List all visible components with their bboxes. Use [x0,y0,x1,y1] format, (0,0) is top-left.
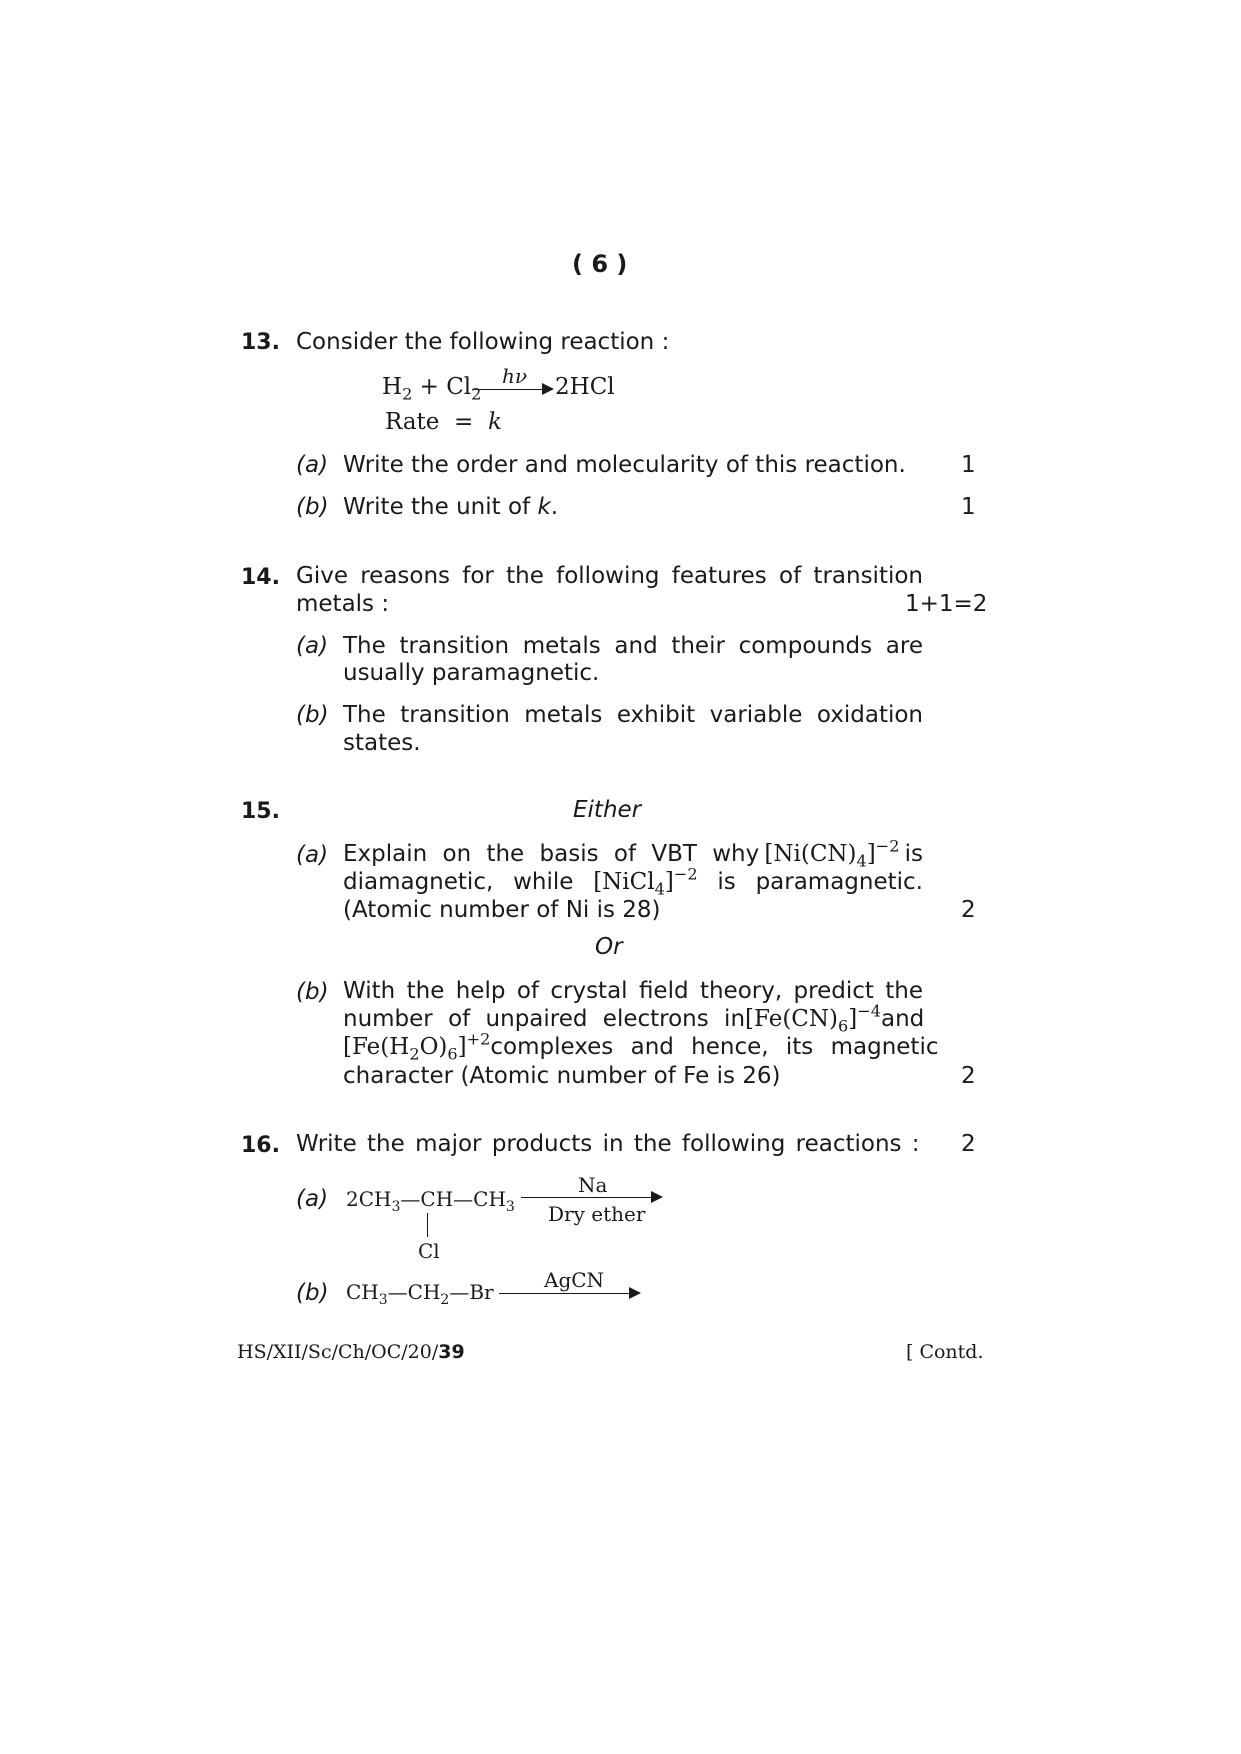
q16-a-chlorine: Cl [418,1239,440,1263]
q15-b-line4: character (Atomic number of Fe is 26) [343,1063,781,1089]
q15-a-line3: (Atomic number of Ni is 28) [343,897,661,923]
q14-b-line1: The transition metals exhibit variable oxidation [343,702,923,728]
reaction-condition: hν [502,364,528,388]
q16-b-reactant: $CH_3—CH_2—Br$ [346,1280,494,1308]
question-16-number: 16. [241,1133,280,1158]
q14-text-line1: Give reasons for the following features of transition [296,563,923,589]
q16-b-label: (b) [296,1280,329,1306]
q15-a-line2: diamagnetic, while [NiCl$_4$]$^{-2}$ is paramagnetic. [343,864,923,899]
reaction-product: 2HCl [555,374,615,400]
q16-b-arrow [499,1293,629,1294]
page-number: ( 6 ) [572,250,628,278]
q16-text: Write the major products in the following reactions : [296,1131,920,1157]
reaction-arrow-head [542,383,554,395]
rate-law: Rate = k [385,409,502,435]
question-15-number: 15. [241,799,280,824]
question-14-number: 14. [241,565,280,590]
q13-b-text: Write the unit of k. [343,494,559,520]
q13-a-label: (a) [296,452,329,478]
q15-b-marks: 2 [961,1063,976,1089]
reaction-arrow [474,389,544,390]
either-label: Either [573,797,642,823]
question-13-text: Consider the following reaction : [296,329,670,355]
q13-b-label: (b) [296,494,329,520]
q14-a-label: (a) [296,633,329,659]
q13-a-marks: 1 [961,452,976,478]
q16-b-arrow-head [629,1287,641,1299]
q16-marks: 2 [961,1131,976,1157]
q14-b-line2: states. [343,730,421,756]
q16-b-reagent: AgCN [544,1268,605,1292]
reaction-equation: $H_2 + Cl_2$ [382,374,482,404]
q14-a-line1: The transition metals and their compounds are [343,633,923,659]
q14-b-label: (b) [296,702,329,728]
or-label: Or [595,934,623,960]
q15-b-line3: $[Fe(H_2O)_6]^{+2}$ complexes and hence, its magnetic [343,1029,939,1064]
q15-b-label: (b) [296,979,329,1005]
question-13-number: 13. [241,330,280,355]
q15-a-marks: 2 [961,897,976,923]
q16-a-bond [427,1213,428,1237]
q15-b-line1: With the help of crystal field theory, predict the [343,978,923,1004]
q13-b-marks: 1 [961,494,976,520]
q16-a-reactant: $2CH_3—CH—CH_3$ [346,1187,515,1215]
q13-a-text: Write the order and molecularity of this reaction. [343,452,906,478]
q15-a-label: (a) [296,842,329,868]
q14-marks: 1+1=2 [905,591,988,617]
contd-label: [ Contd. [906,1341,984,1363]
paper-code: HS/XII/Sc/Ch/OC/20/39 [237,1341,465,1363]
q16-a-arrow-head [651,1191,663,1203]
q16-a-reagent-top: Na [578,1173,608,1197]
q14-a-line2: usually paramagnetic. [343,660,600,686]
q15-b-line2: number of unpaired electrons in $[Fe(CN)_6]^{-4}$ and [343,1001,925,1036]
q16-a-label: (a) [296,1186,329,1212]
q16-a-reagent-bottom: Dry ether [548,1202,646,1226]
q14-text-line2: metals : [296,591,390,617]
q16-a-arrow [521,1197,651,1198]
q15-a-line1: Explain on the basis of VBT why $[Ni(CN)_4]^{-2}$ is [343,836,923,871]
